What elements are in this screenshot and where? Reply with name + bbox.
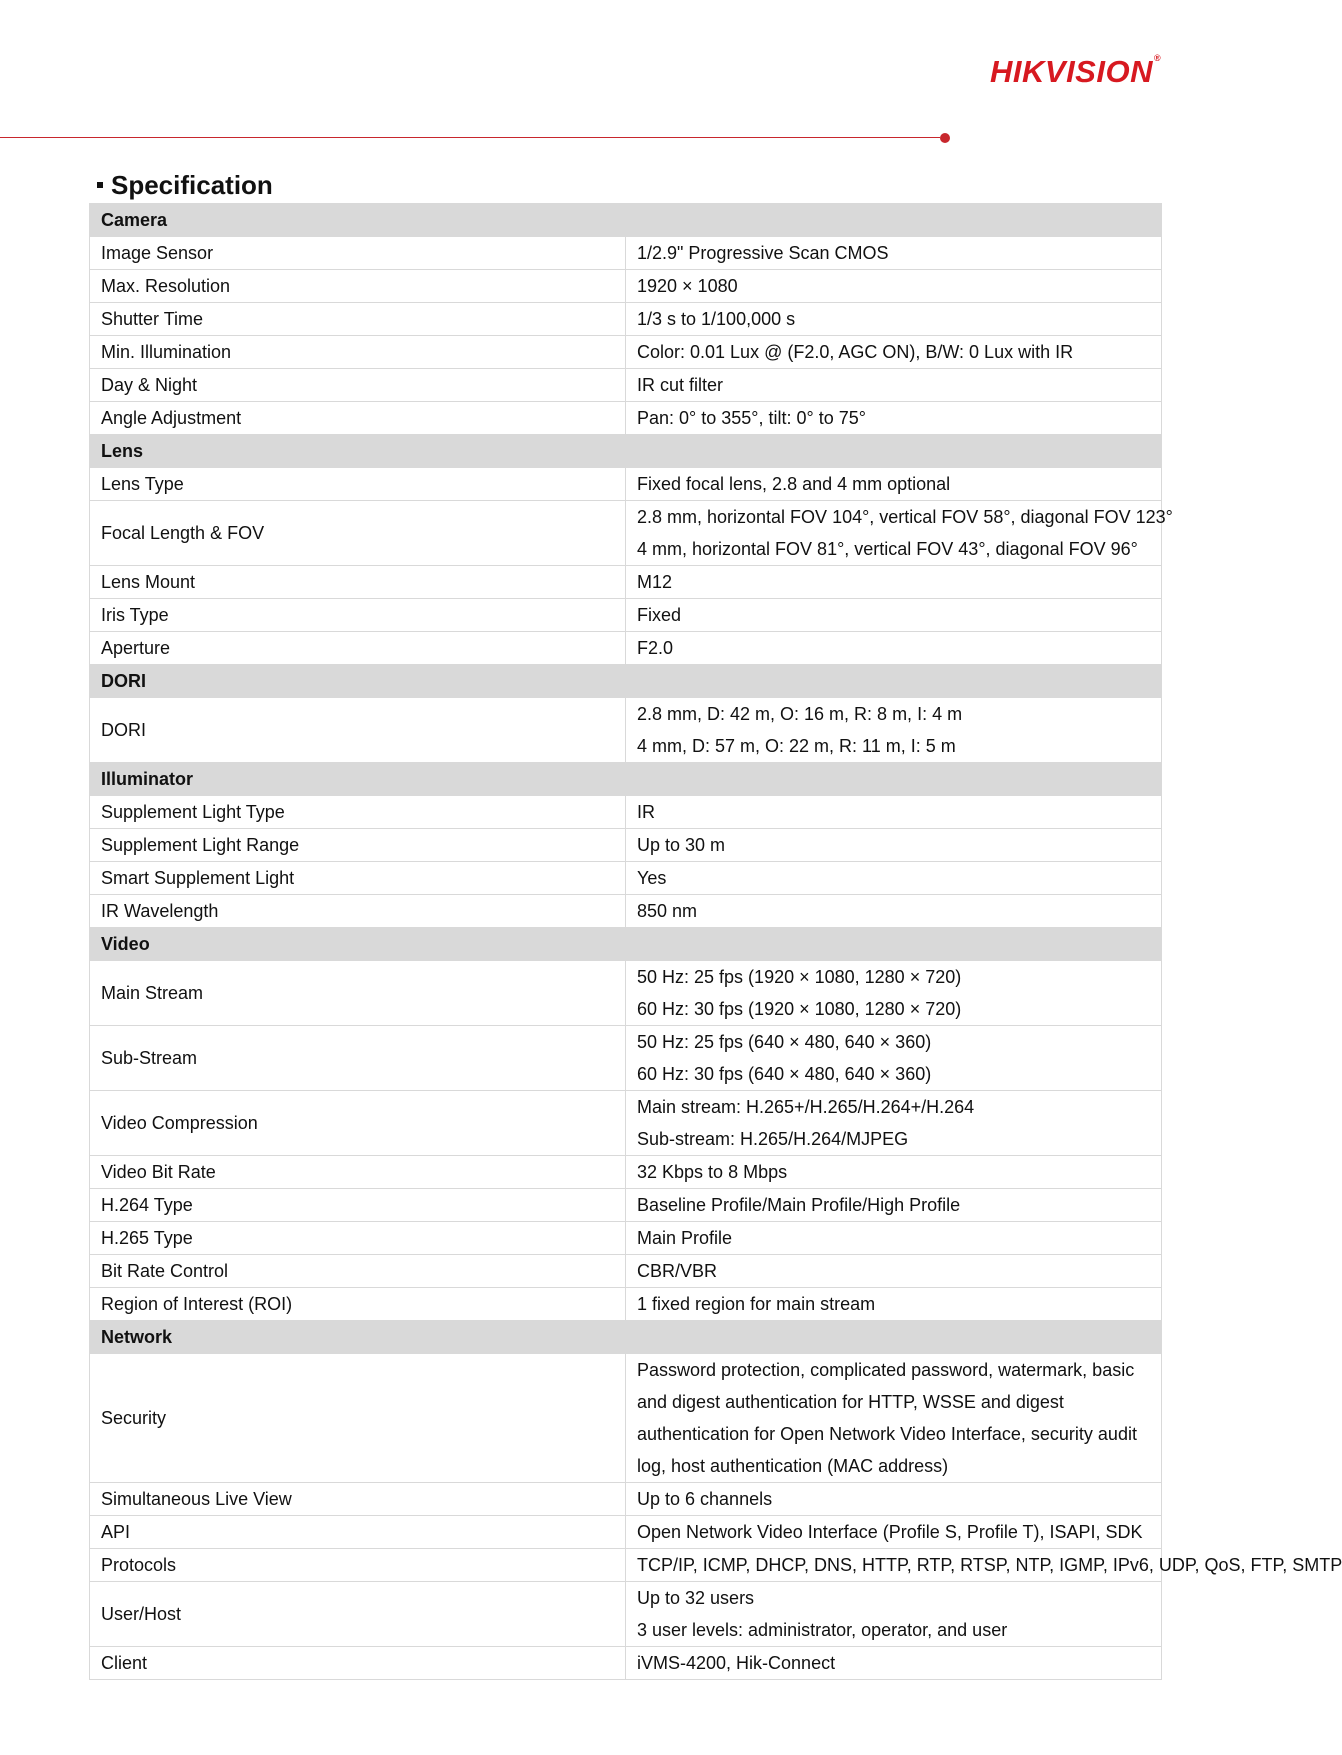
spec-value: 32 Kbps to 8 Mbps — [637, 1162, 788, 1182]
table-row — [90, 1483, 1162, 1516]
spec-value: 4 mm, D: 57 m, O: 22 m, R: 11 m, I: 5 m — [637, 736, 956, 756]
table-row — [90, 1255, 1162, 1288]
specification-table — [89, 203, 1342, 1680]
spec-value: iVMS-4200, Hik-Connect — [637, 1653, 836, 1673]
section-header-row — [90, 928, 1162, 961]
spec-label: Min. Illumination — [90, 336, 626, 369]
spec-label: Max. Resolution — [90, 270, 626, 303]
section-header-row — [90, 763, 1162, 796]
spec-label: DORI — [90, 698, 626, 763]
spec-value: 50 Hz: 25 fps (1920 × 1080, 1280 × 720) — [637, 967, 962, 987]
spec-value-cell — [626, 862, 1162, 895]
spec-label: Supplement Light Range — [90, 829, 626, 862]
spec-value: Pan: 0° to 355°, tilt: 0° to 75° — [637, 408, 866, 428]
spec-label: Day & Night — [90, 369, 626, 402]
spec-value: Yes — [637, 868, 667, 888]
spec-value: 1920 × 1080 — [637, 276, 738, 296]
spec-value: Baseline Profile/Main Profile/High Profile — [637, 1195, 961, 1215]
table-row — [90, 632, 1162, 665]
spec-value: 50 Hz: 25 fps (640 × 480, 640 × 360) — [637, 1032, 932, 1052]
spec-value: 1/3 s to 1/100,000 s — [637, 309, 796, 329]
table-row — [90, 1354, 1162, 1483]
spec-label: Lens Type — [90, 468, 626, 501]
spec-label: Video Bit Rate — [90, 1156, 626, 1189]
table-row — [90, 336, 1162, 369]
spec-value-cell — [626, 1549, 1342, 1582]
spec-value-cell — [626, 237, 1162, 270]
spec-value: TCP/IP, ICMP, DHCP, DNS, HTTP, RTP, RTSP, NTP, IGMP, IPv6, UDP, QoS, FTP, SMTP — [637, 1555, 1342, 1575]
spec-value: Main stream: H.265+/H.265/H.264+/H.264 — [637, 1097, 975, 1117]
spec-label: Iris Type — [90, 599, 626, 632]
table-row — [90, 1026, 1162, 1091]
spec-label: Protocols — [90, 1549, 626, 1582]
spec-label: Simultaneous Live View — [90, 1483, 626, 1516]
spec-value-cell — [626, 501, 1173, 566]
spec-label: User/Host — [90, 1582, 626, 1647]
spec-label: Client — [90, 1647, 626, 1680]
spec-value-cell — [626, 1647, 1162, 1680]
spec-value: Password protection, complicated password, watermark, basic and digest authentication for HTTP, WSSE and digest authentication for Open Network Video Interface, security audit log, host authentication (MAC address) — [637, 1360, 1137, 1476]
spec-value-cell — [626, 1255, 1162, 1288]
table-row — [90, 270, 1162, 303]
spec-value-cell — [626, 369, 1162, 402]
spec-value: 2.8 mm, horizontal FOV 104°, vertical FOV 58°, diagonal FOV 123° — [637, 507, 1173, 527]
spec-value: Fixed focal lens, 2.8 and 4 mm optional — [637, 474, 951, 494]
spec-value-cell — [626, 599, 1162, 632]
logo-text: HIKVISION — [990, 54, 1153, 89]
spec-label: API — [90, 1516, 626, 1549]
table-row — [90, 1549, 1162, 1582]
header-rule-dot — [940, 133, 950, 143]
spec-value: Open Network Video Interface (Profile S, Profile T), ISAPI, SDK — [637, 1522, 1143, 1542]
spec-value-cell — [626, 1026, 1162, 1091]
spec-value-cell — [626, 1582, 1162, 1647]
table-row — [90, 1288, 1162, 1321]
spec-value: M12 — [637, 572, 673, 592]
table-row — [90, 829, 1162, 862]
table-row — [90, 468, 1162, 501]
spec-value: CBR/VBR — [637, 1261, 718, 1281]
spec-value: IR — [637, 802, 655, 822]
spec-value-cell — [626, 1091, 1162, 1156]
spec-value-cell — [626, 698, 1162, 763]
spec-label: Main Stream — [90, 961, 626, 1026]
spec-value: 2.8 mm, D: 42 m, O: 16 m, R: 8 m, I: 4 m — [637, 704, 963, 724]
hikvision-logo — [990, 53, 1162, 89]
spec-value: Sub-stream: H.265/H.264/MJPEG — [637, 1129, 909, 1149]
spec-value: Main Profile — [637, 1228, 733, 1248]
spec-label: Bit Rate Control — [90, 1255, 626, 1288]
table-row — [90, 1156, 1162, 1189]
spec-value-cell — [626, 566, 1162, 599]
section-header: Video — [90, 928, 1162, 961]
table-row — [90, 599, 1162, 632]
spec-value: Up to 30 m — [637, 835, 726, 855]
spec-label: Focal Length & FOV — [90, 501, 626, 566]
spec-value-cell — [626, 270, 1162, 303]
spec-value: Fixed — [637, 605, 682, 625]
spec-label: Video Compression — [90, 1091, 626, 1156]
spec-value-cell — [626, 468, 1162, 501]
registered-mark: ® — [1153, 53, 1162, 63]
section-header-row — [90, 204, 1162, 237]
spec-value: 1 fixed region for main stream — [637, 1294, 876, 1314]
specification-table-body — [90, 204, 1342, 1680]
spec-label: Supplement Light Type — [90, 796, 626, 829]
table-row — [90, 1582, 1162, 1647]
section-header: Illuminator — [90, 763, 1162, 796]
spec-value-cell — [626, 632, 1162, 665]
spec-value: 850 nm — [637, 901, 698, 921]
spec-value-cell — [626, 1288, 1162, 1321]
table-row — [90, 796, 1162, 829]
spec-label: Region of Interest (ROI) — [90, 1288, 626, 1321]
table-row — [90, 402, 1162, 435]
table-row — [90, 566, 1162, 599]
section-header: Camera — [90, 204, 1162, 237]
spec-value-cell — [626, 1483, 1162, 1516]
title-bullet-icon — [97, 182, 103, 188]
table-row — [90, 237, 1162, 270]
table-row — [90, 1222, 1162, 1255]
spec-value-cell — [626, 402, 1162, 435]
spec-value-cell — [626, 1156, 1162, 1189]
table-row — [90, 862, 1162, 895]
spec-label: Shutter Time — [90, 303, 626, 336]
spec-value: Up to 32 users — [637, 1588, 755, 1608]
spec-value: 3 user levels: administrator, operator, and user — [637, 1620, 1008, 1640]
spec-label: Sub-Stream — [90, 1026, 626, 1091]
spec-label: Security — [90, 1354, 626, 1483]
spec-label: Smart Supplement Light — [90, 862, 626, 895]
spec-value: 4 mm, horizontal FOV 81°, vertical FOV 43°, diagonal FOV 96° — [637, 539, 1138, 559]
table-row — [90, 895, 1162, 928]
table-row — [90, 1189, 1162, 1222]
spec-value: Color: 0.01 Lux @ (F2.0, AGC ON), B/W: 0 Lux with IR — [637, 342, 1074, 362]
table-row — [90, 369, 1162, 402]
table-row — [90, 698, 1162, 763]
table-row — [90, 961, 1162, 1026]
spec-value: Up to 6 channels — [637, 1489, 773, 1509]
section-header: Network — [90, 1321, 1162, 1354]
section-header: Lens — [90, 435, 1162, 468]
spec-value: 60 Hz: 30 fps (1920 × 1080, 1280 × 720) — [637, 999, 962, 1019]
spec-value-cell — [626, 829, 1162, 862]
spec-label: Angle Adjustment — [90, 402, 626, 435]
page-title-text: Specification — [111, 170, 273, 200]
section-header: DORI — [90, 665, 1162, 698]
spec-label: Image Sensor — [90, 237, 626, 270]
table-row — [90, 1516, 1162, 1549]
spec-value-cell — [626, 1222, 1162, 1255]
spec-value: F2.0 — [637, 638, 674, 658]
spec-value-cell — [626, 303, 1162, 336]
spec-label: H.264 Type — [90, 1189, 626, 1222]
header-rule — [0, 137, 940, 138]
section-header-row — [90, 1321, 1162, 1354]
page-title — [97, 169, 273, 201]
table-row — [90, 1647, 1162, 1680]
spec-value-cell — [626, 1516, 1162, 1549]
spec-value-cell — [626, 1189, 1162, 1222]
spec-value: IR cut filter — [637, 375, 724, 395]
spec-value: 60 Hz: 30 fps (640 × 480, 640 × 360) — [637, 1064, 932, 1084]
table-row — [90, 303, 1162, 336]
spec-value-cell — [626, 961, 1162, 1026]
section-header-row — [90, 665, 1162, 698]
spec-label: Aperture — [90, 632, 626, 665]
spec-value-cell — [626, 796, 1162, 829]
table-row — [90, 501, 1162, 566]
table-row — [90, 1091, 1162, 1156]
spec-label: Lens Mount — [90, 566, 626, 599]
spec-value-cell — [626, 336, 1162, 369]
spec-value-cell — [626, 895, 1162, 928]
spec-value-cell — [626, 1354, 1162, 1483]
spec-label: IR Wavelength — [90, 895, 626, 928]
spec-label: H.265 Type — [90, 1222, 626, 1255]
section-header-row — [90, 435, 1162, 468]
spec-value: 1/2.9" Progressive Scan CMOS — [637, 243, 889, 263]
